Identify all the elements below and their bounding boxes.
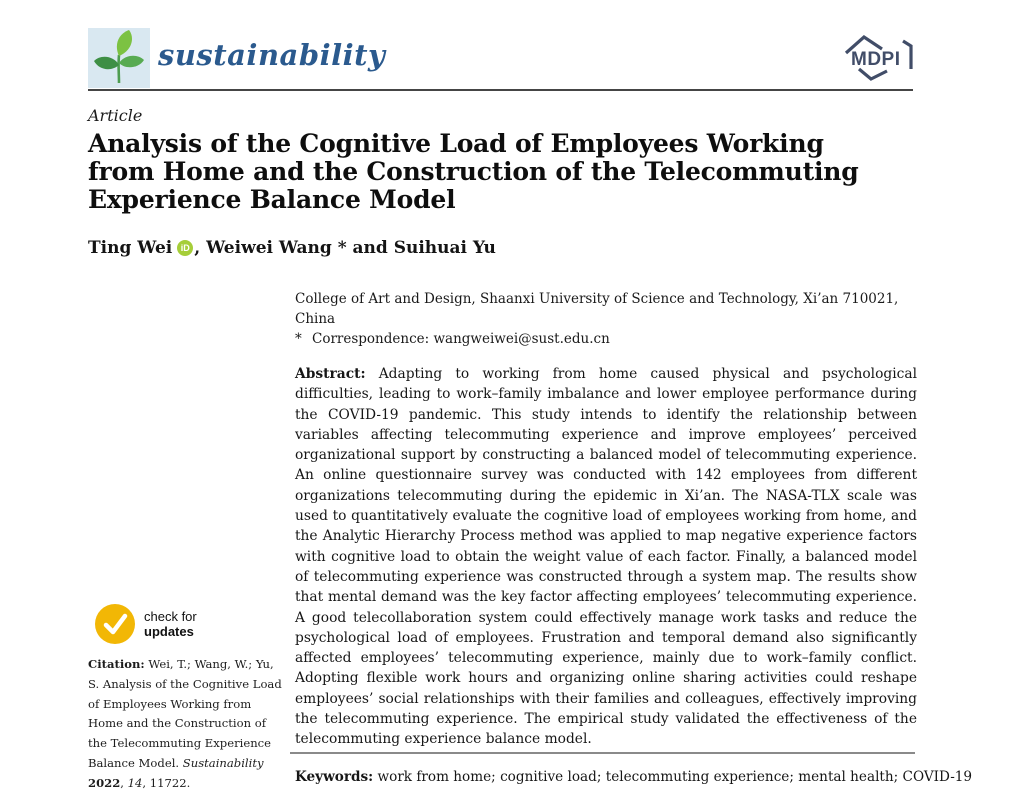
main-column [295, 289, 973, 785]
citation-label: Citation: [88, 657, 145, 671]
correspondence-label: Correspondence: [312, 331, 434, 347]
citation-year: 2022 [88, 775, 121, 790]
page-title: Analysis of the Cognitive Load of Employees Working from Home and the Construction of the Telecommuting Experience Balance Model [88, 129, 859, 214]
abstract-paragraph [295, 364, 917, 750]
seedling-icon [88, 26, 150, 90]
citation-pages: , 11722. [142, 775, 191, 790]
journal-logo[interactable] [88, 28, 150, 88]
mdpi-logo[interactable] [842, 32, 916, 84]
check-for-updates-badge[interactable] [95, 604, 197, 644]
citation-journal: Sustainability [182, 755, 264, 770]
keywords-text: work from home; cognitive load; telecommuting experience; mental health; COVID-19 [373, 768, 973, 785]
citation-body: Wei, T.; Wang, W.; Yu, S. Analysis of the Cognitive Load of Employees Working from Home and the Construction of the Telecommuting Experience Balance Model. [88, 657, 282, 770]
affiliation-line: College of Art and Design, Shaanxi University of Science and Technology, Xi’an 710021, China [295, 291, 899, 327]
abstract-text: Adapting to working from home caused physical and psychological difficulties, leading to work–family imbalance and lower employee performance during the COVID-19 pandemic. This study intends to identify the relationship between variables affecting telecommuting experience and improve employees’ perceived organizational support by constructing a balanced model of telecommuting experience. An online questionnaire survey was conducted with 142 employees from different organizations telecommuting during the epidemic in Xi’an. The NASA-TLX scale was used to quantitatively evaluate the cognitive load of employees working from home, and the Analytic Hierarchy Process method was applied to map negative experience factors with cognitive load to obtain the weight value of each factor. Finally, a balanced model of telecommuting experience was constructed through a system map. The results show that mental demand was the key factor affecting employees’ telecommuting experience. A good telecollaboration system could effectively manage work tasks and reduce the psychological load of employees. Frustration and temporal demand also significantly affected employees’ telecommuting experience, mainly due to work–family conflict. Adopting flexible work hours and organizing online sharing activities could reshape employees’ social relationships with their families and colleagues, effectively improving the telecommuting experience. The empirical study validated the effectiveness of the telecommuting experience balance model. [295, 366, 917, 748]
article-type-label: Article [88, 106, 143, 125]
keywords-label: Keywords: [295, 768, 374, 785]
abstract-label: Abstract: [295, 366, 366, 382]
orcid-icon[interactable]: iD [177, 240, 193, 256]
footer-divider [290, 752, 915, 754]
citation-sep: , [120, 775, 128, 790]
citation-block [88, 655, 286, 794]
authors-rest: , Weiwei Wang * and Suihuai Yu [194, 238, 496, 258]
header-divider [88, 89, 913, 91]
authors-line [88, 238, 496, 258]
badge-line1: check for [144, 609, 197, 624]
badge-text [144, 609, 197, 639]
keywords-paragraph [295, 768, 973, 785]
correspondence-email[interactable]: wangweiwei@sust.edu.cn [433, 331, 610, 347]
correspondence-marker: * [295, 331, 302, 347]
badge-line2: updates [144, 624, 194, 639]
correspondence-line [295, 329, 917, 349]
checkmark-icon [95, 604, 135, 644]
citation-volume: 14 [127, 775, 143, 790]
svg-text:MDPI: MDPI [851, 49, 901, 70]
journal-wordmark[interactable]: sustainability [158, 38, 386, 72]
author-first: Ting Wei [88, 238, 173, 258]
